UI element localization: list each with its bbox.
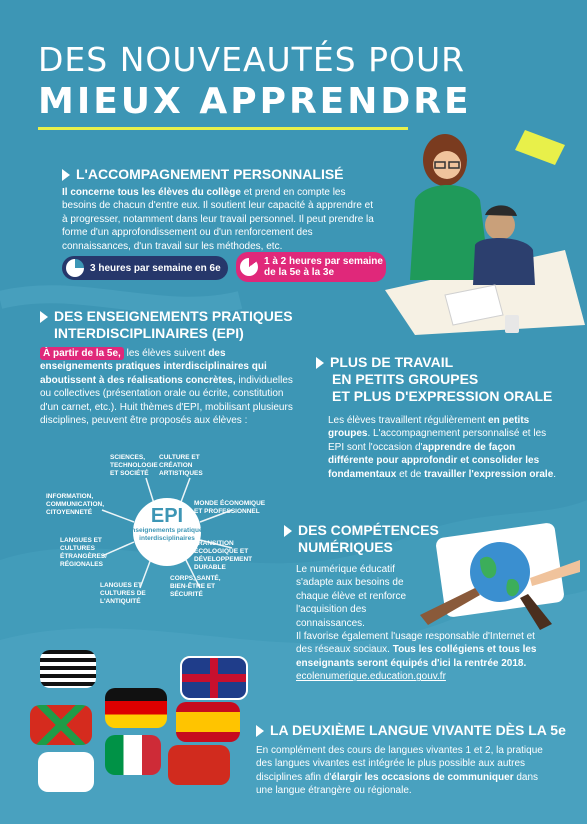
ecole-numerique-link[interactable]: ecolenumerique.education.gouv.fr [296, 671, 446, 683]
section-langue-body: En complément des cours de langues vivantes 1 et 2, la pratique des langues vivantes est intégrée le plus possible aux autres disciplines afin d'élargir les occasions de communiquer dans une langue étrangère ou régionale. [256, 745, 543, 797]
spanish-flag-icon [176, 702, 240, 742]
title-underline [38, 127, 408, 130]
section-arrow-icon [40, 311, 48, 323]
epi-theme-sante: CORPS, SANTÉ, BIEN-ÊTRE ET SÉCURITÉ [170, 575, 221, 598]
breton-flag-icon [40, 650, 96, 688]
epi-theme-economie: MONDE ÉCONOMIQUE ET PROFESSIONNEL [194, 500, 266, 515]
pill-5e-3e-hours: 1 à 2 heures par semaine de la 5e à la 3e [236, 252, 386, 282]
tablet-globe-illustration [420, 520, 580, 630]
section-langue-title: LA DEUXIÈME LANGUE VIVANTE DÈS LA 5e [256, 722, 566, 739]
section-arrow-icon [316, 357, 324, 369]
pie-chart-icon [240, 258, 258, 276]
section-epi-body: À partir de la 5e, les élèves suivent des enseignements pratiques interdisciplinaires qui aboutissent à des réalisations concrètes, individuelles ou collectives (présentation orale ou écrite, constitution d'un carnet, etc.). Huit thèmes d'EPI, mobilisant plusieurs disciplines, peuvent être proposés aux élèves : [40, 348, 293, 427]
corsican-flag-icon [38, 752, 94, 792]
uk-flag-icon [180, 656, 248, 700]
section-arrow-icon [62, 169, 70, 181]
epi-theme-langues: LANGUES ET CULTURES ÉTRANGÈRES/ RÉGIONALES [60, 537, 107, 568]
italian-flag-icon [105, 735, 161, 775]
german-flag-icon [105, 688, 167, 728]
epi-theme-ecologie: TRANSITION ÉCOLOGIQUE ET DÉVELOPPEMENT DURABLE [194, 540, 253, 571]
epi-theme-sciences: SCIENCES, TECHNOLOGIE ET SOCIÉTÉ [110, 454, 158, 477]
highlighter-icon [515, 130, 565, 165]
section-groupes-body: Les élèves travaillent régulièrement en petits groupes. L'accompagnement personnalisé et les EPI sont l'occasion d'apprendre de façon différente pour approfondir et consolider les fondamentaux et de travailler l'expression orale. [328, 415, 557, 480]
pill-6e-hours: 3 heures par semaine en 6e [62, 256, 228, 280]
section-groupes-title: PLUS DE TRAVAIL EN PETITS GROUPES ET PLUS D'EXPRESSION ORALE [316, 354, 552, 405]
section-epi-title: DES ENSEIGNEMENTS PRATIQUES INTERDISCIPLINAIRES (EPI) [40, 308, 293, 342]
occitan-flag-icon [168, 745, 230, 785]
epi-theme-culture: CULTURE ET CRÉATION ARTISTIQUES [159, 454, 203, 477]
epi-theme-antiquite: LANGUES ET CULTURES DE L'ANTIQUITÉ [100, 582, 146, 605]
section-arrow-icon [284, 525, 292, 537]
pie-chart-icon [66, 259, 84, 277]
calculator-icon [505, 315, 519, 333]
epi-theme-information: INFORMATION, COMMUNICATION, CITOYENNETÉ [46, 493, 105, 516]
page-title-line1: DES NOUVEAUTÉS POUR [38, 40, 466, 79]
section-accompagnement-body: Il concerne tous les élèves du collège et prend en compte les besoins de chacun d'entre eux. Il soutient leur capacité à apprendre et à progresser, notamment dans leur travail personnel. Il peut prendre la forme d'un approfondissement ou d'un renforcement des connaissances, d'un travail sur les méthodes, etc. [62, 187, 374, 252]
section-numerique-body2: Il favorise également l'usage responsable d'Internet et des réseaux sociaux. Tous les collégiens et tous les enseignants seront équipés d'ici la rentrée 2018. ecolenumerique.education.gouv.fr [296, 631, 537, 683]
section-numerique-body1: Le numérique éducatif s'adapte aux besoins de chaque élève et renforce l'acquisition des connaissances. [296, 564, 407, 629]
basque-flag-icon [30, 705, 92, 745]
section-accompagnement-title: L'ACCOMPAGNEMENT PERSONNALISÉ [62, 166, 344, 183]
teacher-student-illustration [385, 120, 585, 335]
section-numerique-title: DES COMPÉTENCES NUMÉRIQUES [284, 522, 439, 556]
page-title-line2: MIEUX APPRENDRE [38, 81, 472, 122]
section-arrow-icon [256, 725, 264, 737]
epi-center: EPI enseignements pratiques interdisciplinaires [127, 505, 207, 542]
